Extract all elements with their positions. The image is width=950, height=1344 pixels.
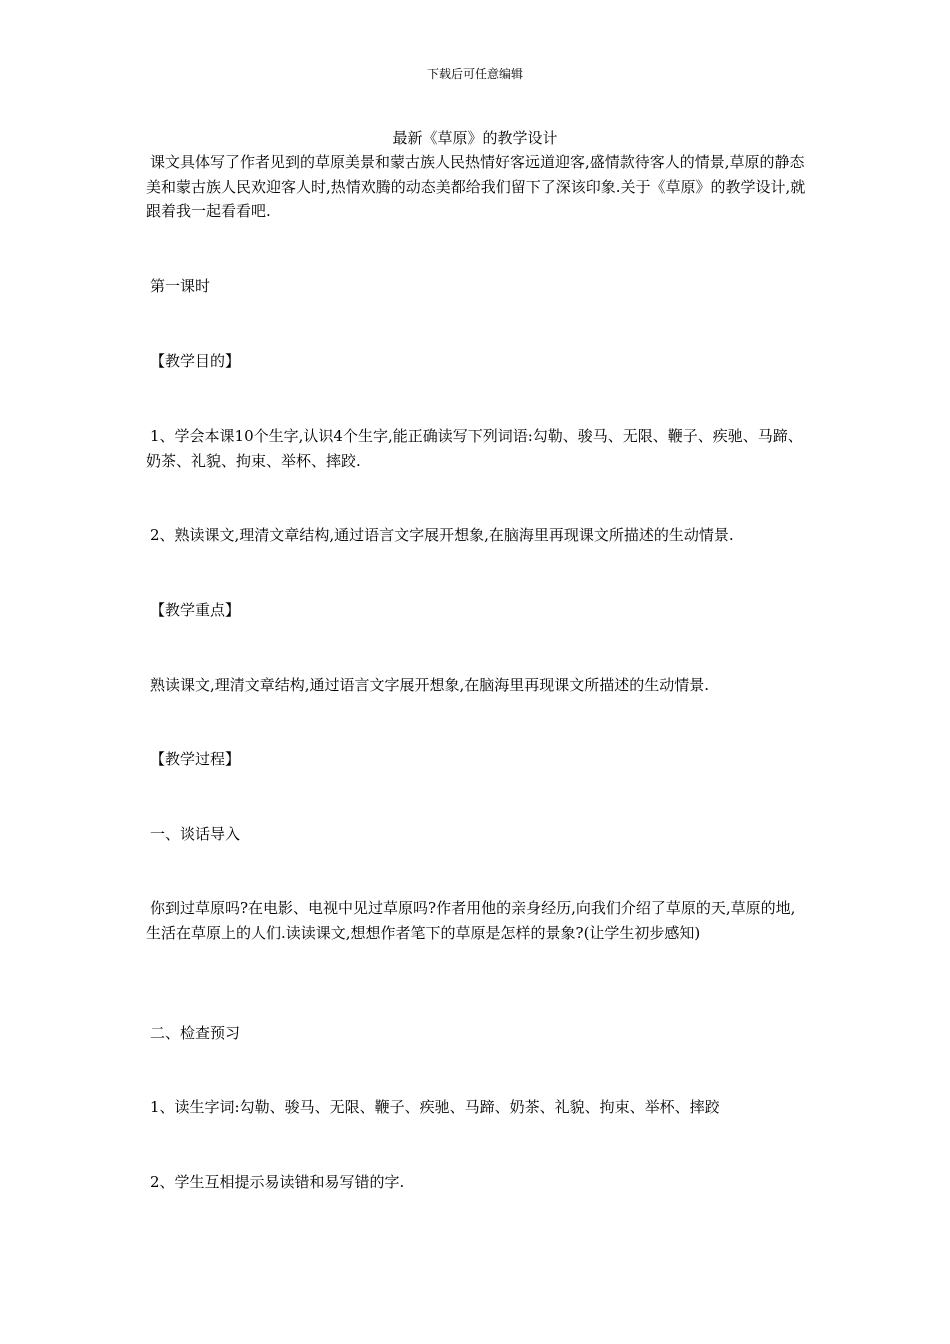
focus-text: 熟读课文,理清文章结构,通过语言文字展开想象,在脑海里再现课文所描述的生动情景. xyxy=(150,676,710,694)
step-2-item-2: 2、学生互相提示易读错和易写错的字. xyxy=(150,1173,405,1191)
header-note: 下载后可任意编辑 xyxy=(426,67,523,81)
step-1-heading: 一、谈话导入 xyxy=(150,825,241,843)
step-2-item-1: 1、读生字词:勾勒、骏马、无限、鞭子、疾驰、马蹄、奶茶、礼貌、拘束、举杯、摔跤 xyxy=(150,1098,720,1116)
step-2-heading: 二、检查预习 xyxy=(150,1024,241,1042)
lesson-label: 第一课时 xyxy=(150,277,211,295)
objectives-heading: 【教学目的】 xyxy=(150,352,241,370)
document-title: 最新《草原》的教学设计 xyxy=(392,129,558,147)
step-1-text: 你到过草原吗?在电影、电视中见过草原吗?作者用他的亲身经历,向我们介绍了草原的天,草原的地,生活在草原上的人们.读读课文,想想作者笔下的草原是怎样的景象?(让学生初步感知) xyxy=(146,899,796,942)
process-heading: 【教学过程】 xyxy=(150,750,241,768)
objective-item-2: 2、熟读课文,理清文章结构,通过语言文字展开想象,在脑海里再现课文所描述的生动情景. xyxy=(150,526,734,544)
intro-paragraph: 课文具体写了作者见到的草原美景和蒙古族人民热情好客远道迎客,盛情款待客人的情景,草原的静态美和蒙古族人民欢迎客人时,热情欢腾的动态美都给我们留下了深该印象.关于《草原》的教学设计,就跟着我一起看看吧. xyxy=(146,153,806,220)
objective-item-1: 1、学会本课10个生字,认识4个生字,能正确读写下列词语:勾勒、骏马、无限、鞭子、疾驰、马蹄、奶茶、礼貌、拘束、举杯、摔跤. xyxy=(146,427,803,470)
focus-heading: 【教学重点】 xyxy=(150,601,241,619)
